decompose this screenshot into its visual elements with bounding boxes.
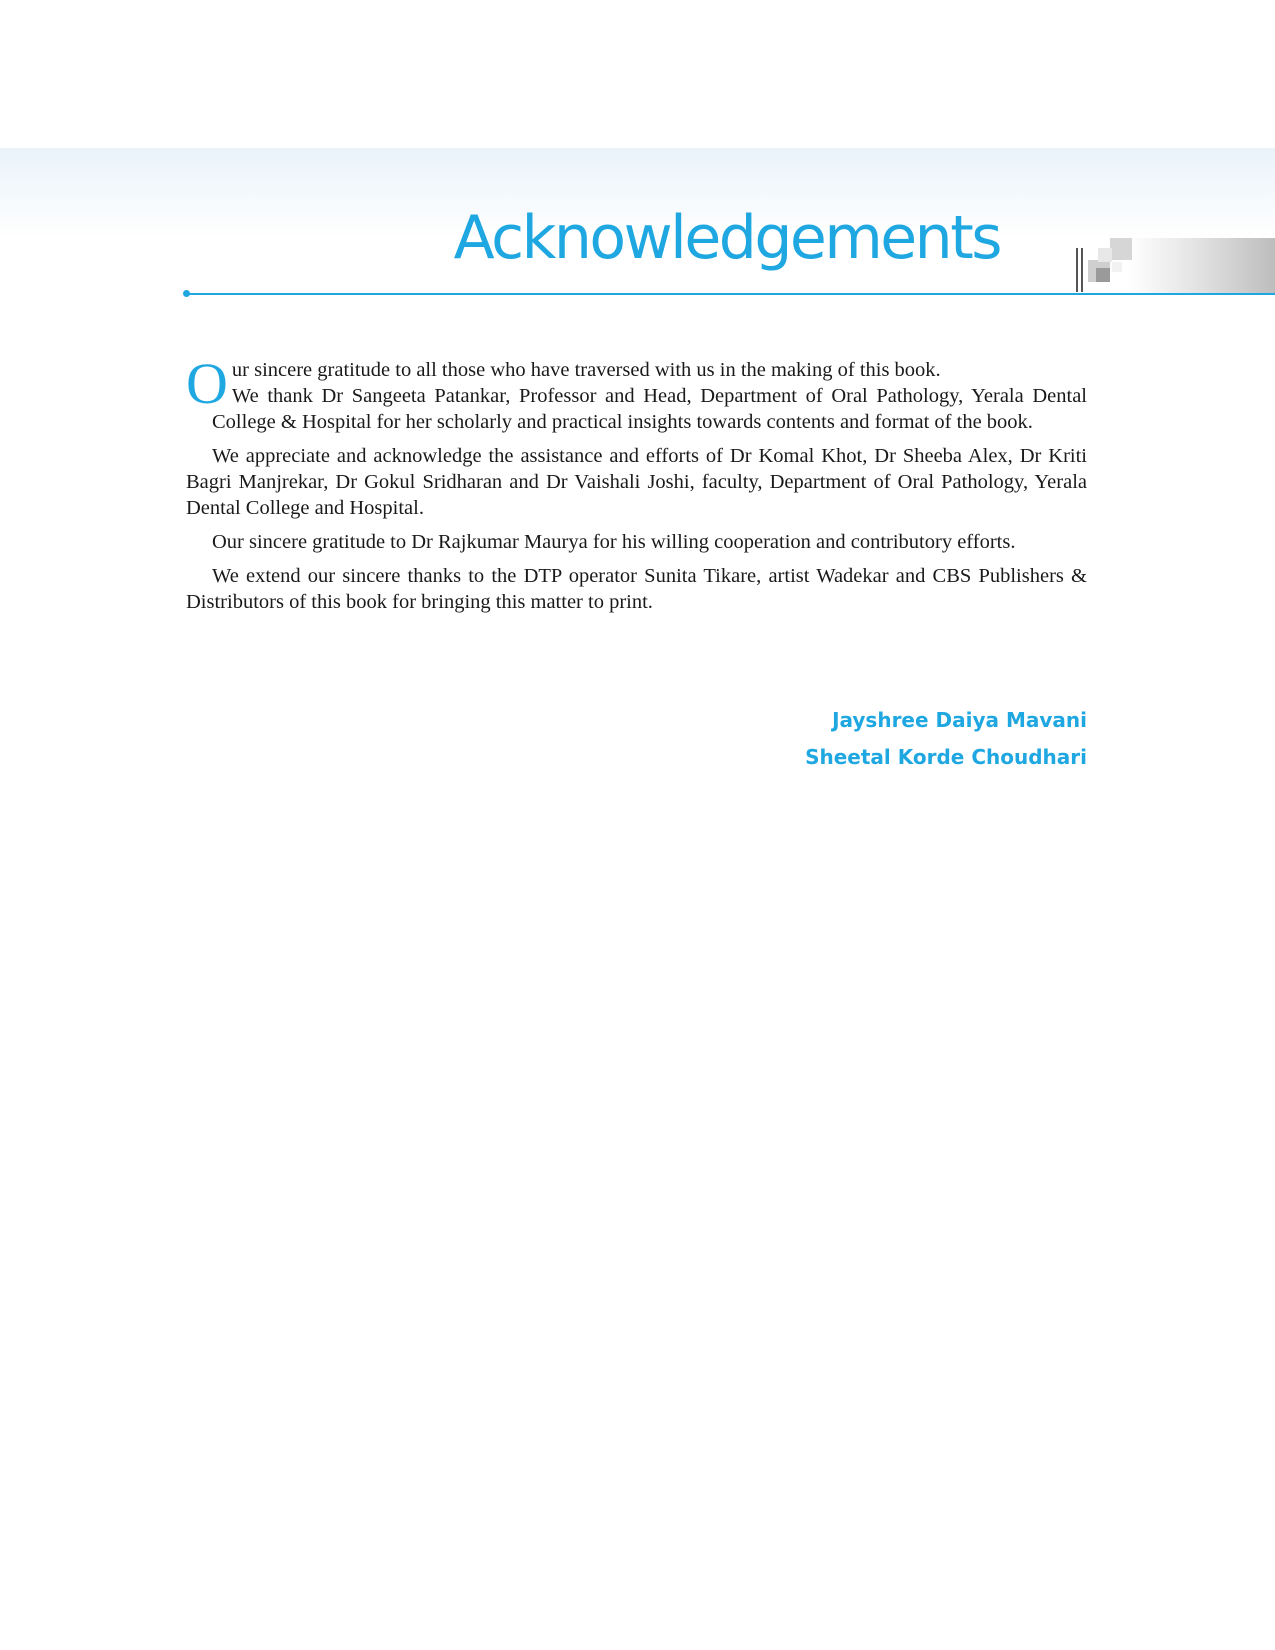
author-name-1: Jayshree Daiya Mavani xyxy=(832,708,1087,732)
paragraph-2: We appreciate and acknowledge the assistance and efforts of Dr Komal Khot, Dr Sheeba Alex, Dr Kriti Bagri Manjrekar, Dr Gokul Sridharan and Dr Vaishali Joshi, faculty, Department of Oral Pathology, Yerala Dental College and Hospital. xyxy=(186,445,1087,519)
corner-squares-decoration xyxy=(1088,238,1275,294)
paragraph-1 xyxy=(186,351,1087,435)
signature-block xyxy=(805,702,1087,776)
paragraph-1-rest: We thank Dr Sangeeta Patankar, Professor and Head, Department of Oral Pathology, Yerala Dental College & Hospital for her scholarly and practical insights towards contents and format of the book. xyxy=(212,385,1087,433)
title-bars-decoration xyxy=(1076,248,1086,292)
drop-cap: O xyxy=(186,351,228,416)
author-name-2: Sheetal Korde Choudhari xyxy=(805,745,1087,769)
paragraph-4: We extend our sincere thanks to the DTP operator Sunita Tikare, artist Wadekar and CBS Publishers & Distributors of this book for bringing this matter to print. xyxy=(186,565,1087,613)
paragraph-3: Our sincere gratitude to Dr Rajkumar Maurya for his willing cooperation and contributory efforts. xyxy=(212,531,1016,553)
acknowledgement-body xyxy=(186,351,1087,623)
paragraph-1-line-1: ur sincere gratitude to all those who have traversed with us in the making of this book. xyxy=(231,359,941,381)
page-title: Acknowledgements xyxy=(453,203,1000,273)
title-rule xyxy=(186,293,1275,295)
